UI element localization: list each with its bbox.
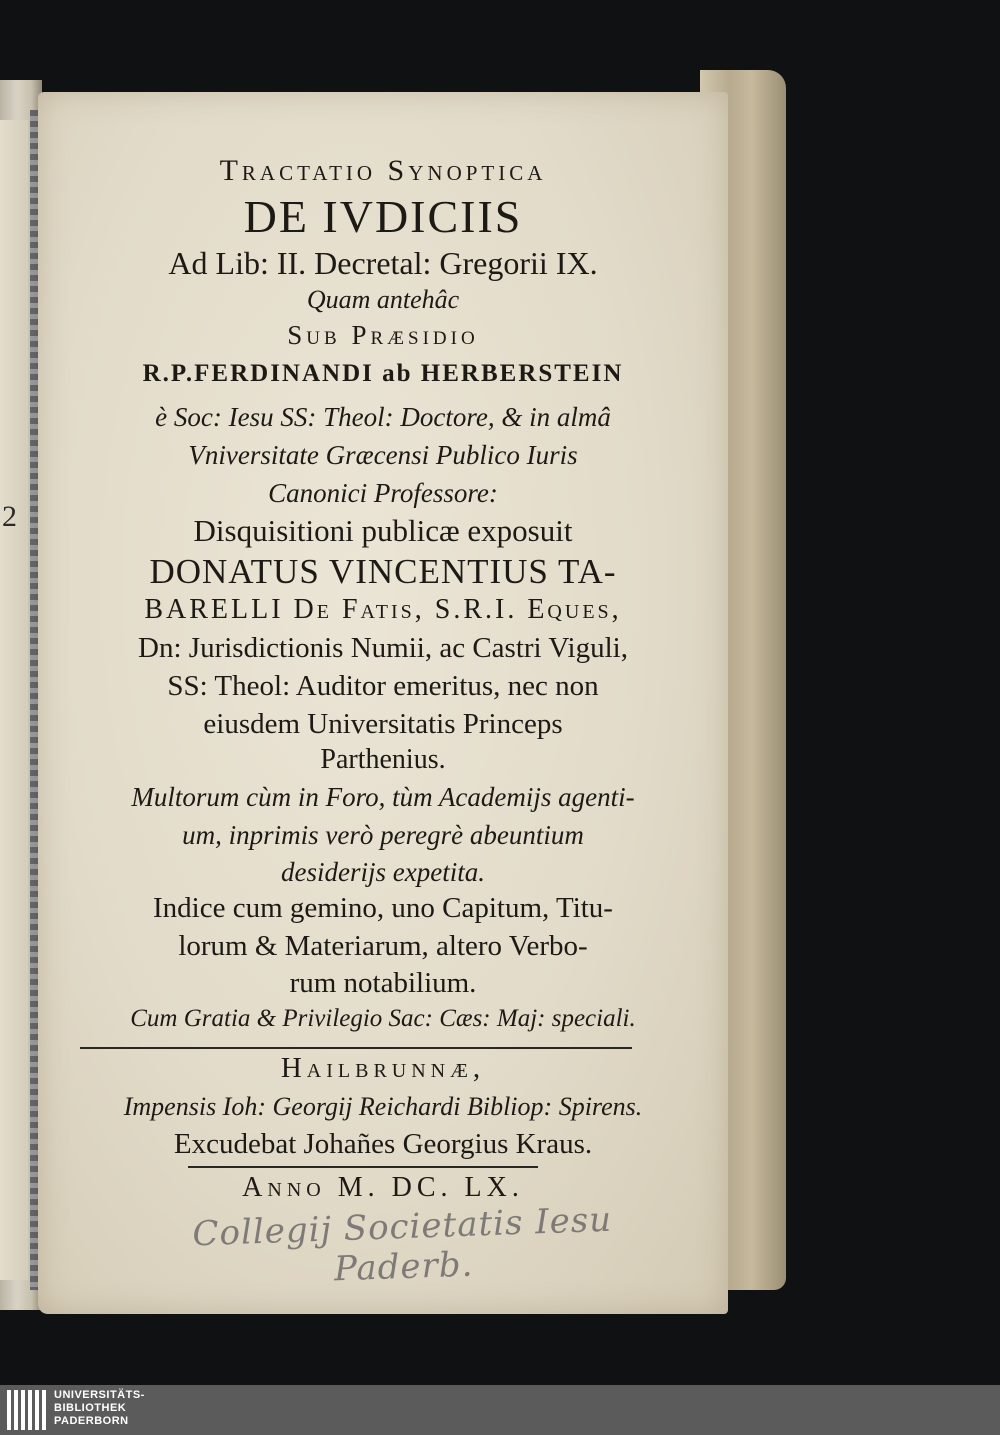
title-line-18: um, inprimis verò peregrè abeuntium [182, 820, 584, 850]
title-line-22: rum notabilium. [289, 967, 477, 999]
library-footer [0, 1385, 1000, 1435]
imprint-publisher: Impensis Ioh: Georgij Reichardi Bibliop: Spirens. [123, 1092, 643, 1121]
title-line-12: BARELLI De Fatis, S.R.I. Eques, [144, 594, 622, 625]
imprint-printer: Excudebat Johañes Georgius Kraus. [173, 1128, 593, 1160]
title-line-10: Disquisitioni publicæ exposuit [193, 513, 573, 548]
author-name: DONATUS VINCENTIUS TA- [149, 552, 617, 591]
title-line-15: eiusdem Universitatis Princeps [203, 708, 563, 740]
privilege-line: Cum Gratia & Privilegio Sac: Cæs: Maj: speciali. [130, 1005, 636, 1032]
title-line-21: lorum & Materiarum, altero Verbo- [178, 930, 588, 962]
library-logo-icon [7, 1390, 47, 1430]
library-logo-line-1: UNIVERSITÄTS- [54, 1389, 145, 1401]
title-line-13: Dn: Jurisdictionis Numii, ac Castri Viguli, [138, 632, 628, 664]
library-logo-line-3: PADERBORN [54, 1415, 129, 1427]
title-line-3: Ad Lib: II. Decretal: Gregorii IX. [168, 245, 598, 281]
title-line-14: SS: Theol: Auditor emeritus, nec non [167, 670, 599, 702]
margin-mark: 2 [2, 500, 17, 533]
divider-rule-2 [188, 1166, 538, 1168]
title-line-17: Multorum cùm in Foro, tùm Academijs agenti- [131, 782, 635, 812]
imprint-year: Anno M. DC. LX. [242, 1172, 524, 1203]
title-line-1: Tractatio Synoptica [219, 154, 547, 187]
facing-page-strip [0, 120, 28, 1280]
title-line-16: Parthenius. [320, 744, 446, 775]
title-line-7: è Soc: Iesu SS: Theol: Doctore, & in almâ [155, 402, 611, 432]
title-page [38, 92, 728, 1314]
imprint-place: Hailbrunnæ, [280, 1052, 486, 1084]
divider-rule-1 [80, 1047, 632, 1049]
title-line-9: Canonici Professore: [268, 478, 498, 508]
title-line-8: Vniversitate Græcensi Publico Iuris [188, 440, 578, 470]
praeses-name: R.P.FERDINANDI ab HERBERSTEIN [142, 360, 624, 387]
library-logo-text [54, 1389, 145, 1428]
title-line-19: desiderijs expetita. [281, 857, 485, 887]
ownership-inscription: Collegij Societatis Iesu Paderb. [191, 1199, 613, 1290]
title-line-5: Sub Præsidio [287, 320, 479, 350]
library-logo-line-2: BIBLIOTHEK [54, 1402, 127, 1414]
title-line-20: Indice cum gemino, uno Capitum, Titu- [153, 892, 613, 924]
title-line-4: Quam antehâc [306, 285, 460, 314]
title-main: DE IVDICIIS [243, 191, 523, 242]
